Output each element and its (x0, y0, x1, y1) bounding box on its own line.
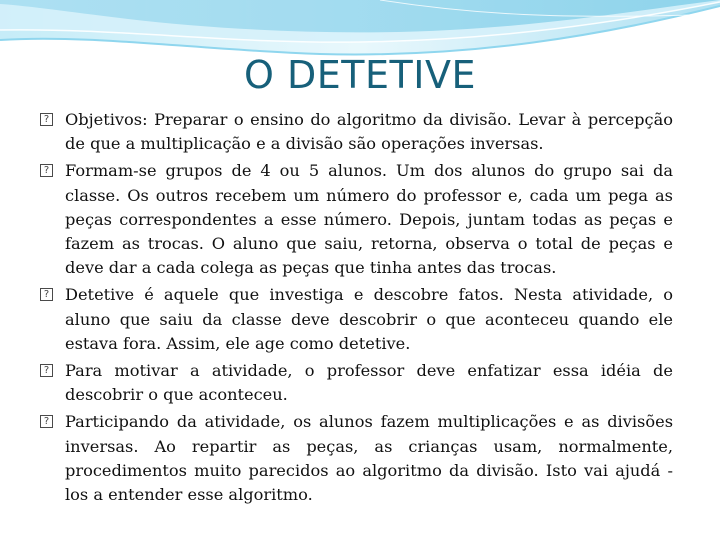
box-bullet-icon: ? (40, 415, 53, 428)
bullet-text: Detetive é aquele que investiga e descobre fatos. Nesta atividade, o aluno que saiu da classe deve descobrir o que aconteceu quando ele estava fora. Assim, ele age como detetive. (65, 285, 673, 353)
bullet-item-motivar (40, 359, 673, 407)
box-bullet-icon: ? (40, 164, 53, 177)
box-bullet-icon: ? (40, 113, 53, 126)
bullet-item-objetivos (40, 108, 673, 156)
bullet-text: Objetivos: Preparar o ensino do algoritmo da divisão. Levar à percepção de que a multiplicação e a divisão são operações inversas. (65, 110, 673, 154)
box-bullet-icon: ? (40, 364, 53, 377)
bullet-item-participando (40, 410, 673, 507)
bullet-text: Participando da atividade, os alunos fazem multiplicações e as divisões inversas. Ao repartir as peças, as crianças usam, normalmente, procedimentos muito parecidos ao algoritmo da divisão. Isto vai ajudá -los a entender esse algoritmo. (65, 412, 673, 505)
bullet-item-detetive (40, 283, 673, 356)
slide-title: O DETETIVE (244, 53, 476, 97)
bullet-text: Para motivar a atividade, o professor deve enfatizar essa idéia de descobrir o que aconteceu. (65, 361, 673, 405)
bullet-list (40, 108, 673, 510)
bullet-item-grupos (40, 159, 673, 280)
box-bullet-icon: ? (40, 288, 53, 301)
bullet-text: Formam-se grupos de 4 ou 5 alunos. Um dos alunos do grupo sai da classe. Os outros recebem um número do professor e, cada um pega as peças correspondentes a esse número. Depois, juntam todas as peças e fazem as trocas. O aluno que saiu, retorna, observa o total de peças e deve dar a cada colega as peças que tinha antes das trocas. (65, 161, 673, 278)
